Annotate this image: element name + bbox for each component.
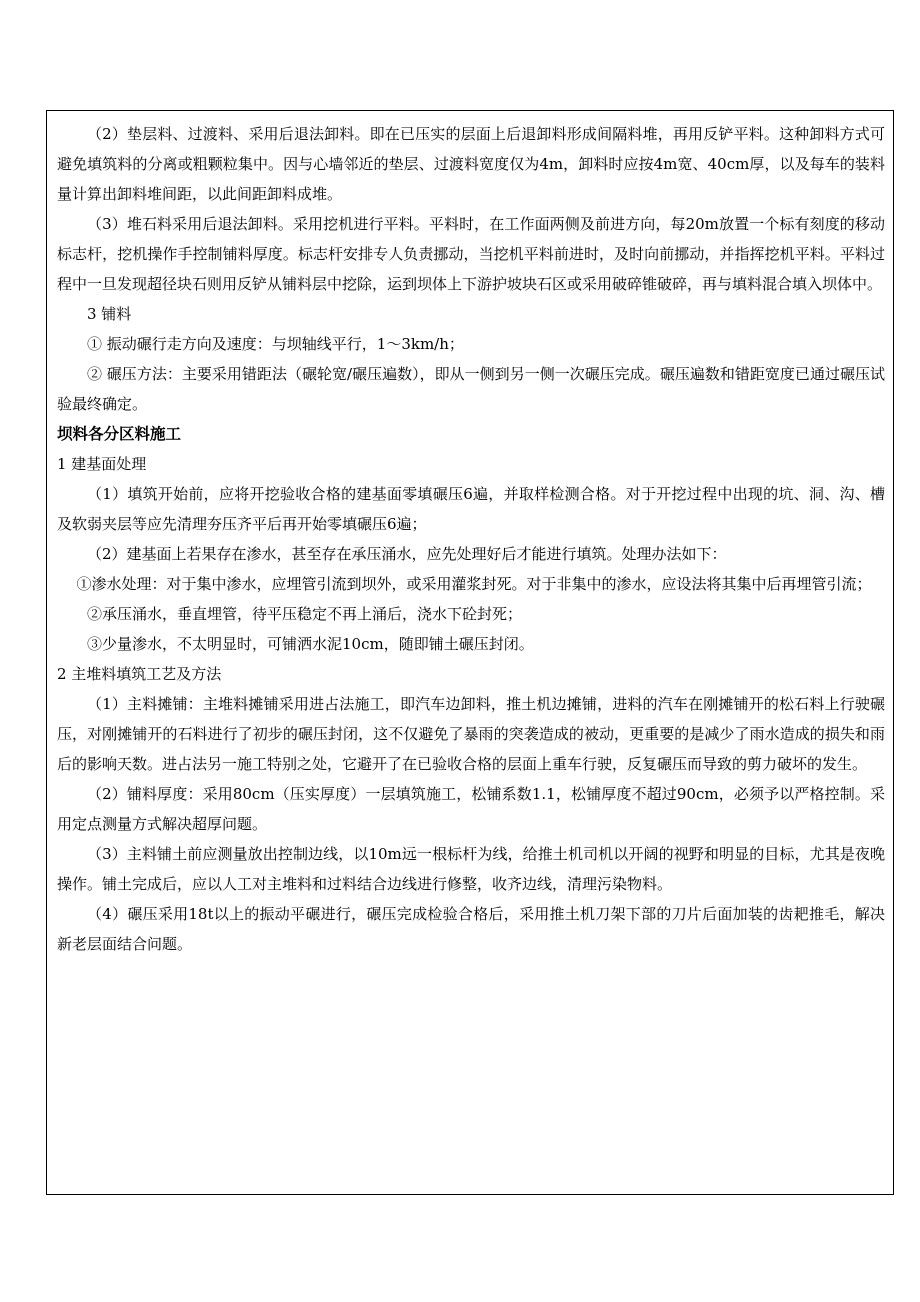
paragraph-control-edge-line: （3）主料铺土前应测量放出控制边线，以10m远一根标杆为线，给推土机司机以开阔的视野和明显的目标，尤其是夜晚操作。铺土完成后，应以人工对主堆料和过料结合边线进行修整，收齐边线，清理污染物料。 <box>57 845 885 893</box>
paragraph-rockfill-unloading: （3）堆石料采用后退法卸料。采用挖机进行平料。平料时，在工作面两侧及前进方向，每20m放置一个标有刻度的移动标志杆，挖机操作手控制铺料厚度。标志杆安排专人负责挪动，当挖机平料前进时，及时向前挪动，并指挥挖机平料。平料过程中一旦发现超径块石则用反铲从铺料层中挖除，运到坝体上下游护坡块石区或采用破碎锥破碎，再与填料混合填入坝体中。 <box>57 215 885 293</box>
paragraph-main-material-spreading: （1）主料摊铺：主堆料摊铺采用进占法施工，即汽车边卸料，推土机边摊铺，进料的汽车在刚摊铺开的松石料上行驶碾压，对刚摊铺开的石料进行了初步的碾压封闭，这不仅避免了暴雨的突袭造成的被动，更重要的是减少了雨水造成的损失和雨后的影响天数。进占法另一施工特别之处，它避开了在已验收合格的层面上重车行驶，反复碾压而导致的剪力破坏的发生。 <box>57 695 885 773</box>
paragraph-vibratory-rolling: （4）碾压采用18t以上的振动平碾进行，碾压完成检验合格后，采用推土机刀架下部的刀片后面加装的齿耙推毛，解决新老层面结合问题。 <box>57 905 885 953</box>
subheading-foundation-treatment: 1 建基面处理 <box>57 455 147 473</box>
paragraph-seepage-treatment: ①渗水处理：对于集中渗水，应埋管引流到坝外，或采用灌浆封死。对于非集中的渗水，应设法将其集中后再埋管引流； <box>76 575 872 593</box>
subheading-main-rockfill-process: 2 主堆料填筑工艺及方法 <box>57 665 222 683</box>
paragraph-minor-seepage: ③少量渗水，不太明显时，可铺洒水泥10cm，随即铺土碾压封闭。 <box>87 635 534 653</box>
paragraph-spreading-heading: 3 铺料 <box>87 305 132 323</box>
paragraph-zero-fill-rolling: （1）填筑开始前，应将开挖验收合格的建基面零填碾压6遍，并取样检测合格。对于开挖过程中出现的坑、洞、沟、槽及软弱夹层等应先清理夯压齐平后再开始零填碾压6遍； <box>57 485 885 533</box>
section-heading-zoned-fill: 坝料各分区料施工 <box>57 424 182 443</box>
paragraph-rolling-method: ② 碾压方法：主要采用错距法（碾轮宽/碾压遍数），即从一侧到另一侧一次碾压完成。碾压遍数和错距宽度已通过碾压试验最终确定。 <box>57 365 885 413</box>
paragraph-seepage-treatment-intro: （2）建基面上若果存在渗水，甚至存在承压涌水，应先处理好后才能进行填筑。处理办法如下： <box>87 545 727 563</box>
paragraph-artesian-water: ②承压涌水，垂直埋管，待平压稳定不再上涌后，浇水下砼封死； <box>87 605 523 623</box>
paragraph-layer-thickness: （2）铺料厚度：采用80cm（压实厚度）一层填筑施工，松铺系数1.1，松铺厚度不超过90cm，必须予以严格控制。采用定点测量方式解决超厚问题。 <box>57 785 885 833</box>
paragraph-cushion-transition-unloading: （2）垫层料、过渡料、采用后退法卸料。即在已压实的层面上后退卸料形成间隔料堆，再用反铲平料。这种卸料方式可避免填筑料的分离或粗颗粒集中。因与心墙邻近的垫层、过渡料宽度仅为4m，卸料时应按4m宽、40cm厚，以及每车的装料量计算出卸料堆间距，以此间距卸料成堆。 <box>57 125 885 203</box>
paragraph-roller-direction: ① 振动碾行走方向及速度：与坝轴线平行，1～3km/h； <box>87 335 464 353</box>
document-table-cell <box>46 110 894 1195</box>
